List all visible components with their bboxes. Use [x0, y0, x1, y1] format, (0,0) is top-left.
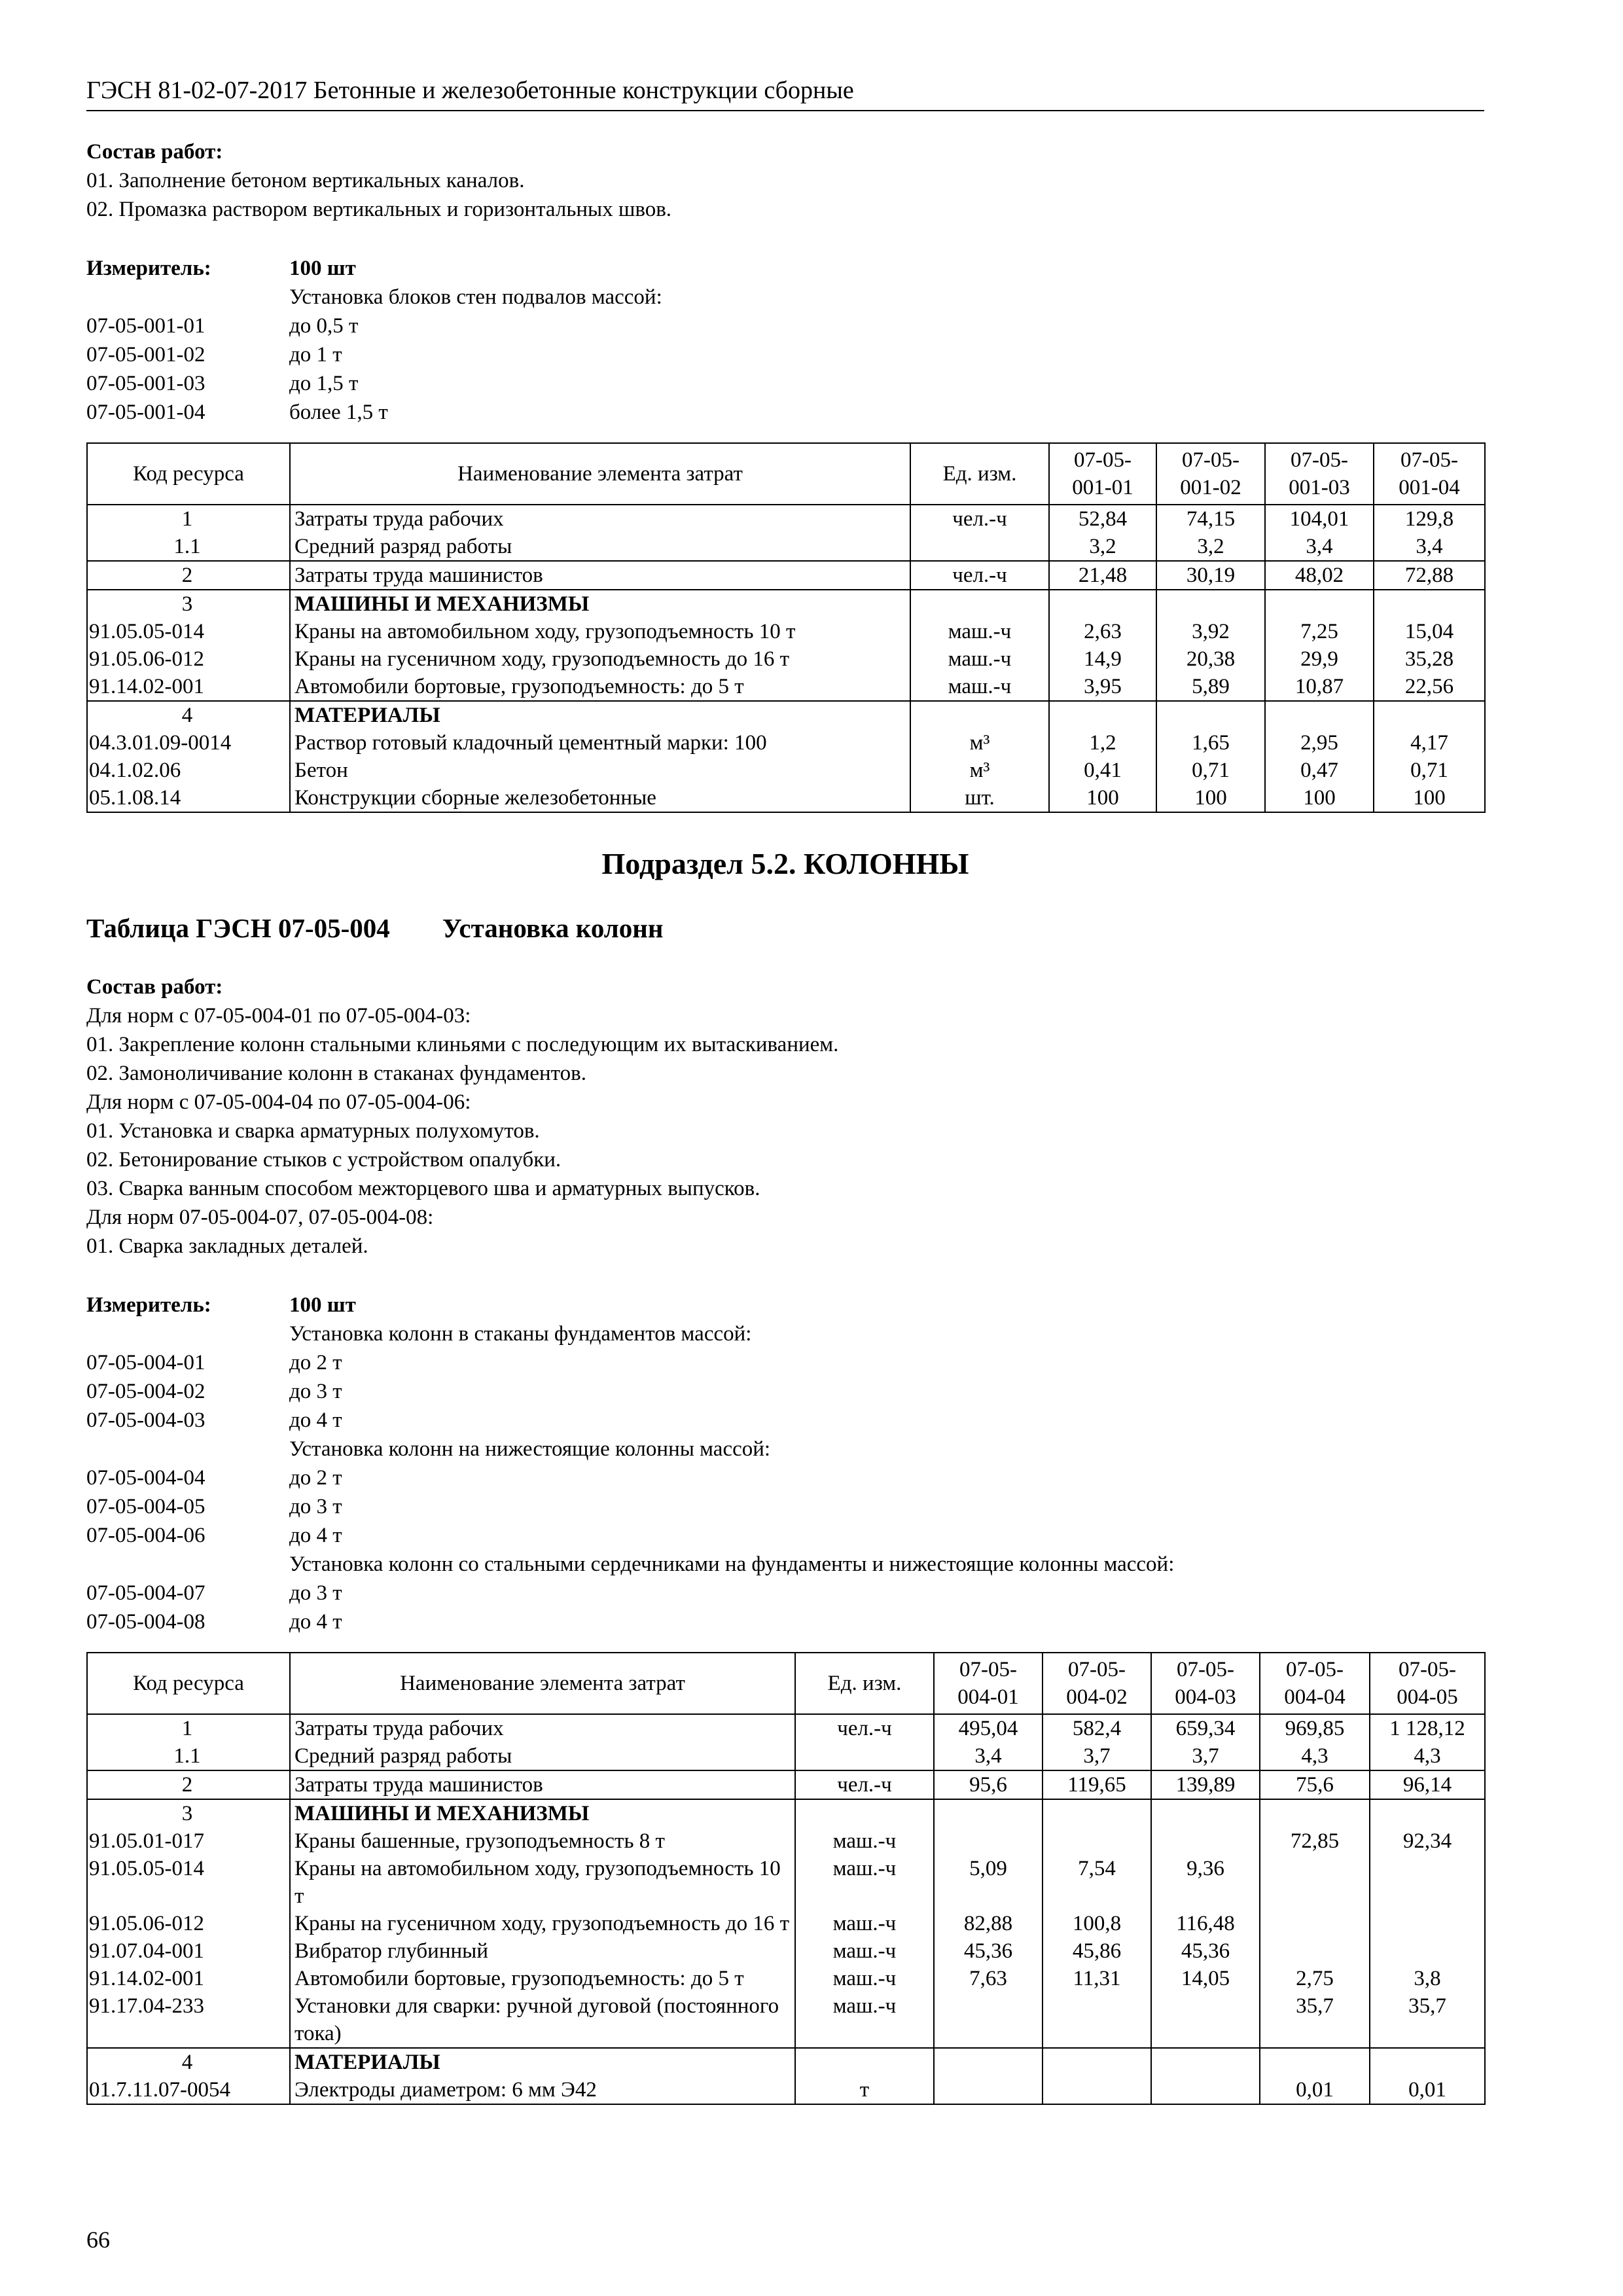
- norm-description: до 3 т: [289, 1495, 342, 1518]
- work-item: 01. Установка и сварка арматурных полухомутов.: [86, 1119, 540, 1143]
- table-header-row: [87, 443, 1485, 505]
- work-item: 02. Бетонирование стыков с устройством опалубки.: [86, 1148, 562, 1172]
- col-header-norm: 07-05- 004-02: [1043, 1653, 1151, 1714]
- norm-description: до 1 т: [289, 343, 342, 367]
- work-item: Для норм с 07-05-004-04 по 07-05-004-06:: [86, 1090, 471, 1114]
- norm-description: до 3 т: [289, 1581, 342, 1605]
- table-row: 01.7.11.07-0054 Электроды диаметром: 6 мм Э42 т 0,01 0,01: [87, 2076, 1485, 2104]
- norm-code: 07-05-001-02: [86, 343, 205, 367]
- col-header-norm: 07-05- 001-04: [1374, 443, 1485, 505]
- table-row: 04.1.02.06 Бетон м³ 0,41 0,71 0,47 0,71: [87, 757, 1485, 784]
- measure-value: 100 шт: [289, 257, 356, 280]
- norm-code: [86, 283, 289, 312]
- table-title-code: Таблица ГЭСН 07-05-004: [86, 913, 390, 943]
- col-header-code: Код ресурса: [87, 1653, 290, 1714]
- col-header-code: Код ресурса: [87, 443, 290, 505]
- col-header-norm: 07-05- 004-03: [1151, 1653, 1260, 1714]
- norm-code: 07-05-001-03: [86, 372, 205, 395]
- measurement-block-1: [86, 254, 1484, 427]
- norm-code: 07-05-004-06: [86, 1524, 205, 1547]
- col-header-name: Наименование элемента затрат: [290, 1653, 795, 1714]
- page-number: 66: [86, 2227, 110, 2253]
- work-item: 02. Промазка раствором вертикальных и горизонтальных швов.: [86, 198, 672, 221]
- table-row: 1 Затраты труда рабочих чел.-ч 52,84 74,15 104,01 129,8: [87, 505, 1485, 533]
- norm-description: более 1,5 т: [289, 401, 388, 424]
- work-composition-2: [86, 973, 1484, 1261]
- table-row: 91.07.04-001 Вибратор глубинный маш.-ч 45,36 45,86 45,36: [87, 1937, 1485, 1965]
- norm-code: 07-05-004-02: [86, 1380, 205, 1403]
- table-row: 1 Затраты труда рабочих чел.-ч 495,04 582,4 659,34 969,85 1 128,12: [87, 1714, 1485, 1742]
- norm-code: [86, 1319, 289, 1348]
- norm-code: 07-05-004-05: [86, 1495, 205, 1518]
- table-row: 91.17.04-233 Установки для сварки: ручной дуговой (постоянного тока) маш.-ч 35,7 35,7: [87, 1992, 1485, 2048]
- col-header-norm: 07-05- 004-05: [1370, 1653, 1485, 1714]
- table-row: 91.14.02-001 Автомобили бортовые, грузоподъемность: до 5 т маш.-ч 3,95 5,89 10,87 22,56: [87, 673, 1485, 701]
- work-item: Для норм 07-05-004-07, 07-05-004-08:: [86, 1206, 434, 1229]
- norm-description: до 4 т: [289, 1408, 342, 1432]
- col-header-norm: 07-05- 004-04: [1260, 1653, 1370, 1714]
- table-row: 2 Затраты труда машинистов чел.-ч 21,48 30,19 48,02 72,88: [87, 561, 1485, 590]
- resource-table-2: [86, 1652, 1486, 2105]
- table-title: [86, 910, 1484, 946]
- norm-code: 07-05-001-01: [86, 314, 205, 338]
- table-section-row: 4 МАТЕРИАЛЫ: [87, 2048, 1485, 2076]
- work-item: Для норм с 07-05-004-01 по 07-05-004-03:: [86, 1004, 471, 1028]
- measure-label: Измеритель:: [86, 1293, 211, 1317]
- col-header-norm: 07-05- 004-01: [934, 1653, 1043, 1714]
- norm-description: Установка колонн на нижестоящие колонны массой:: [289, 1437, 771, 1461]
- norm-description: до 4 т: [289, 1524, 342, 1547]
- table-section-row: 4 МАТЕРИАЛЫ: [87, 701, 1485, 729]
- norm-code: 07-05-004-01: [86, 1351, 205, 1374]
- work-item: 01. Заполнение бетоном вертикальных каналов.: [86, 169, 525, 192]
- measure-value: 100 шт: [289, 1293, 356, 1317]
- table-row: 1.1 Средний разряд работы 3,4 3,7 3,7 4,3 4,3: [87, 1742, 1485, 1770]
- table-title-name: Установка колонн: [442, 913, 664, 943]
- col-header-unit: Ед. изм.: [910, 443, 1049, 505]
- table-row: 91.05.05-014 Краны на автомобильном ходу, грузоподъемность 10 т маш.-ч 2,63 3,92 7,25 15,04: [87, 618, 1485, 645]
- table-row: 91.05.06-012 Краны на гусеничном ходу, грузоподъемность до 16 т маш.-ч 14,9 20,38 29,9 35,28: [87, 645, 1485, 673]
- norm-code: 07-05-004-07: [86, 1581, 205, 1605]
- col-header-name: Наименование элемента затрат: [290, 443, 910, 505]
- page-header: ГЭСН 81-02-07-2017 Бетонные и железобетонные конструкции сборные: [86, 73, 1484, 111]
- norm-description: Установка блоков стен подвалов массой:: [289, 285, 662, 309]
- norm-code: 07-05-001-04: [86, 401, 205, 424]
- work-composition-title: Состав работ:: [86, 975, 223, 999]
- table-row: 91.14.02-001 Автомобили бортовые, грузоподъемность: до 5 т маш.-ч 7,63 11,31 14,05 2,75 3,8: [87, 1965, 1485, 1992]
- resource-table-1: [86, 442, 1486, 813]
- table-section-row: 3 МАШИНЫ И МЕХАНИЗМЫ: [87, 1799, 1485, 1827]
- measurement-block-2: [86, 1291, 1484, 1636]
- col-header-norm: 07-05- 001-03: [1265, 443, 1374, 505]
- norm-description: Установка колонн со стальными сердечниками на фундаменты и нижестоящие колонны массой:: [289, 1552, 1175, 1576]
- norm-description: до 2 т: [289, 1351, 342, 1374]
- work-item: 01. Закрепление колонн стальными клиньями с последующим их вытаскиванием.: [86, 1033, 839, 1056]
- work-composition-title: Состав работ:: [86, 140, 223, 164]
- work-item: 02. Замоноличивание колонн в стаканах фундаментов.: [86, 1062, 586, 1085]
- work-item: 03. Сварка ванным способом межторцевого шва и арматурных выпусков.: [86, 1177, 760, 1200]
- norm-description: Установка колонн в стаканы фундаментов массой:: [289, 1322, 752, 1346]
- table-row: 91.05.06-012 Краны на гусеничном ходу, грузоподъемность до 16 т маш.-ч 82,88 100,8 116,48: [87, 1910, 1485, 1937]
- table-section-row: 3 МАШИНЫ И МЕХАНИЗМЫ: [87, 590, 1485, 618]
- norm-description: до 3 т: [289, 1380, 342, 1403]
- table-row: 05.1.08.14 Конструкции сборные железобетонные шт. 100 100 100 100: [87, 784, 1485, 812]
- table-row: 91.05.05-014 Краны на автомобильном ходу, грузоподъемность 10 т маш.-ч 5,09 7,54 9,36: [87, 1855, 1485, 1910]
- table-row: 91.05.01-017 Краны башенные, грузоподъемность 8 т маш.-ч 72,85 92,34: [87, 1827, 1485, 1855]
- norm-description: до 2 т: [289, 1466, 342, 1490]
- norm-code: 07-05-004-08: [86, 1610, 205, 1634]
- table-row: 04.3.01.09-0014 Раствор готовый кладочный цементный марки: 100 м³ 1,2 1,65 2,95 4,17: [87, 729, 1485, 757]
- table-header-row: [87, 1653, 1485, 1714]
- norm-code: 07-05-004-03: [86, 1408, 205, 1432]
- col-header-norm: 07-05- 001-02: [1156, 443, 1265, 505]
- norm-description: до 1,5 т: [289, 372, 359, 395]
- subsection-title: Подраздел 5.2. КОЛОННЫ: [601, 847, 969, 880]
- document-page: [86, 73, 1484, 2105]
- work-composition-1: [86, 137, 1484, 224]
- table-row: 2 Затраты труда машинистов чел.-ч 95,6 119,65 139,89 75,6 96,14: [87, 1770, 1485, 1799]
- norm-description: до 4 т: [289, 1610, 342, 1634]
- norm-description: до 0,5 т: [289, 314, 359, 338]
- norm-code: 07-05-004-04: [86, 1466, 205, 1490]
- col-header-norm: 07-05- 001-01: [1049, 443, 1156, 505]
- col-header-unit: Ед. изм.: [795, 1653, 934, 1714]
- table-row: 1.1 Средний разряд работы 3,2 3,2 3,4 3,4: [87, 533, 1485, 561]
- measure-label: Измеритель:: [86, 257, 211, 280]
- work-item: 01. Сварка закладных деталей.: [86, 1234, 368, 1258]
- norm-code: [86, 1550, 289, 1579]
- norm-code: [86, 1435, 289, 1463]
